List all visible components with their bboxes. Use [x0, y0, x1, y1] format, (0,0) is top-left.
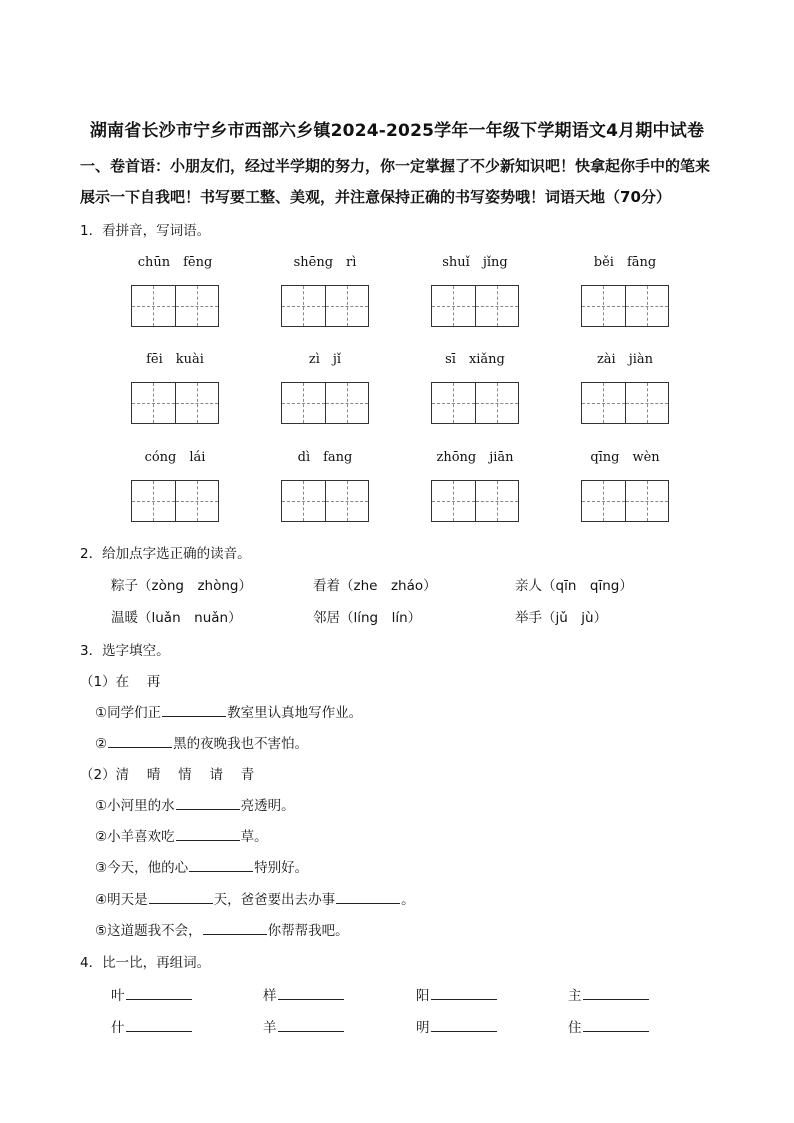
- sentence-text: ③今天，他的心: [95, 860, 189, 876]
- q1-pinyin: fēi kuài: [146, 352, 204, 367]
- sentence-text: ⑤这道题我不会，: [95, 923, 202, 939]
- q3-sentence: [95, 856, 308, 876]
- sentence-text: ①小河里的水: [95, 798, 175, 814]
- q3-part2-label: （2）清 晴 情 请 青: [80, 767, 255, 783]
- q4-char: 主: [568, 988, 582, 1004]
- answer-blank[interactable]: [162, 704, 226, 717]
- q3-sentence: [95, 732, 308, 752]
- q1-pinyin: qīng wèn: [590, 450, 660, 465]
- sentence-text: ②: [95, 736, 108, 752]
- q4-char: 羊: [263, 1020, 277, 1036]
- q4-item: [568, 1016, 650, 1036]
- q3-sentence: [95, 701, 362, 721]
- answer-blank[interactable]: [431, 1019, 497, 1032]
- q4-item: [568, 984, 650, 1004]
- q4-char: 明: [416, 1020, 430, 1036]
- sentence-text: 草。: [240, 829, 268, 845]
- sentence-text: ①同学们正: [95, 705, 162, 721]
- q2-item[interactable]: 温暖（luǎn nuǎn）: [111, 610, 242, 626]
- q1-pinyin: zài jiàn: [596, 352, 654, 367]
- answer-blank[interactable]: [278, 987, 344, 1000]
- q2-item[interactable]: 粽子（zòng zhòng）: [111, 578, 252, 594]
- q1-heading: 1．看拼音，写词语。: [80, 223, 211, 239]
- sentence-text: 你帮帮我吧。: [267, 923, 349, 939]
- answer-blank[interactable]: [126, 1019, 192, 1032]
- q4-char: 住: [568, 1020, 582, 1036]
- sentence-text: ②小羊喜欢吃: [95, 829, 175, 845]
- writing-grid[interactable]: [431, 382, 519, 424]
- answer-blank[interactable]: [583, 1019, 649, 1032]
- writing-grid[interactable]: [131, 480, 219, 522]
- sentence-text: 。: [401, 892, 415, 908]
- q2-item[interactable]: 看着（zhe zháo）: [313, 578, 437, 594]
- answer-blank[interactable]: [176, 797, 240, 810]
- q4-item: [111, 1016, 193, 1036]
- writing-grid[interactable]: [581, 480, 669, 522]
- q4-item: [416, 984, 498, 1004]
- q1-pinyin: shuǐ jǐng: [442, 255, 508, 270]
- writing-grid[interactable]: [281, 480, 369, 522]
- q1-pinyin: cóng lái: [144, 450, 206, 465]
- answer-blank[interactable]: [431, 987, 497, 1000]
- q3-sentence: [95, 794, 295, 814]
- q2-item[interactable]: 举手（jǔ jù）: [515, 610, 608, 626]
- sentence-text: ④明天是: [95, 892, 148, 908]
- q1-pinyin: sī xiǎng: [445, 352, 505, 367]
- q3-sentence: [95, 825, 268, 845]
- q4-item: [416, 1016, 498, 1036]
- sentence-text: 教室里认真地写作业。: [227, 705, 363, 721]
- answer-blank[interactable]: [336, 891, 400, 904]
- intro-line-1: 一、卷首语：小朋友们，经过半学期的努力，你一定掌握了不少新知识吧！快拿起你手中的笔来: [80, 157, 711, 175]
- writing-grid[interactable]: [281, 285, 369, 327]
- sentence-text: 亮透明。: [240, 798, 295, 814]
- answer-blank[interactable]: [189, 859, 253, 872]
- q2-heading: 2．给加点字选正确的读音。: [80, 546, 251, 562]
- sentence-text: 天，爸爸要出去办事: [213, 892, 336, 908]
- q2-item[interactable]: 亲人（qīn qīng）: [515, 578, 633, 594]
- q3-part1-label: （1）在 再: [80, 674, 161, 690]
- writing-grid[interactable]: [431, 285, 519, 327]
- writing-grid[interactable]: [431, 480, 519, 522]
- q1-pinyin: chūn fēng: [137, 255, 213, 270]
- answer-blank[interactable]: [176, 828, 240, 841]
- q4-char: 阳: [416, 988, 430, 1004]
- writing-grid[interactable]: [281, 382, 369, 424]
- q1-pinyin: shēng rì: [293, 255, 357, 270]
- writing-grid[interactable]: [581, 285, 669, 327]
- q4-item: [263, 984, 345, 1004]
- q4-char: 叶: [111, 988, 125, 1004]
- writing-grid[interactable]: [131, 285, 219, 327]
- answer-blank[interactable]: [149, 891, 213, 904]
- q3-sentence: [95, 919, 349, 939]
- q4-char: 样: [263, 988, 277, 1004]
- answer-blank[interactable]: [108, 735, 172, 748]
- q3-heading: 3．选字填空。: [80, 643, 170, 659]
- answer-blank[interactable]: [583, 987, 649, 1000]
- q1-pinyin: dì fang: [297, 450, 353, 465]
- q4-heading: 4．比一比，再组词。: [80, 955, 211, 971]
- q1-pinyin: běi fāng: [593, 255, 657, 270]
- writing-grid[interactable]: [131, 382, 219, 424]
- q4-item: [111, 984, 193, 1004]
- q1-pinyin: zhōng jiān: [436, 450, 514, 465]
- exam-title: 湖南省长沙市宁乡市西部六乡镇2024-2025学年一年级下学期语文4月期中试卷: [89, 121, 705, 141]
- answer-blank[interactable]: [126, 987, 192, 1000]
- writing-grid[interactable]: [581, 382, 669, 424]
- sentence-text: 黑的夜晚我也不害怕。: [173, 736, 309, 752]
- q2-item[interactable]: 邻居（líng lín）: [313, 610, 422, 626]
- intro-line-2: 展示一下自我吧！书写要工整、美观，并注意保持正确的书写姿势哦！词语天地（70分）: [80, 188, 671, 206]
- sentence-text: 特别好。: [254, 860, 309, 876]
- answer-blank[interactable]: [203, 922, 267, 935]
- q1-pinyin: zì jǐ: [308, 352, 342, 367]
- q4-item: [263, 1016, 345, 1036]
- q3-sentence: [95, 888, 415, 908]
- q4-char: 什: [111, 1020, 125, 1036]
- answer-blank[interactable]: [278, 1019, 344, 1032]
